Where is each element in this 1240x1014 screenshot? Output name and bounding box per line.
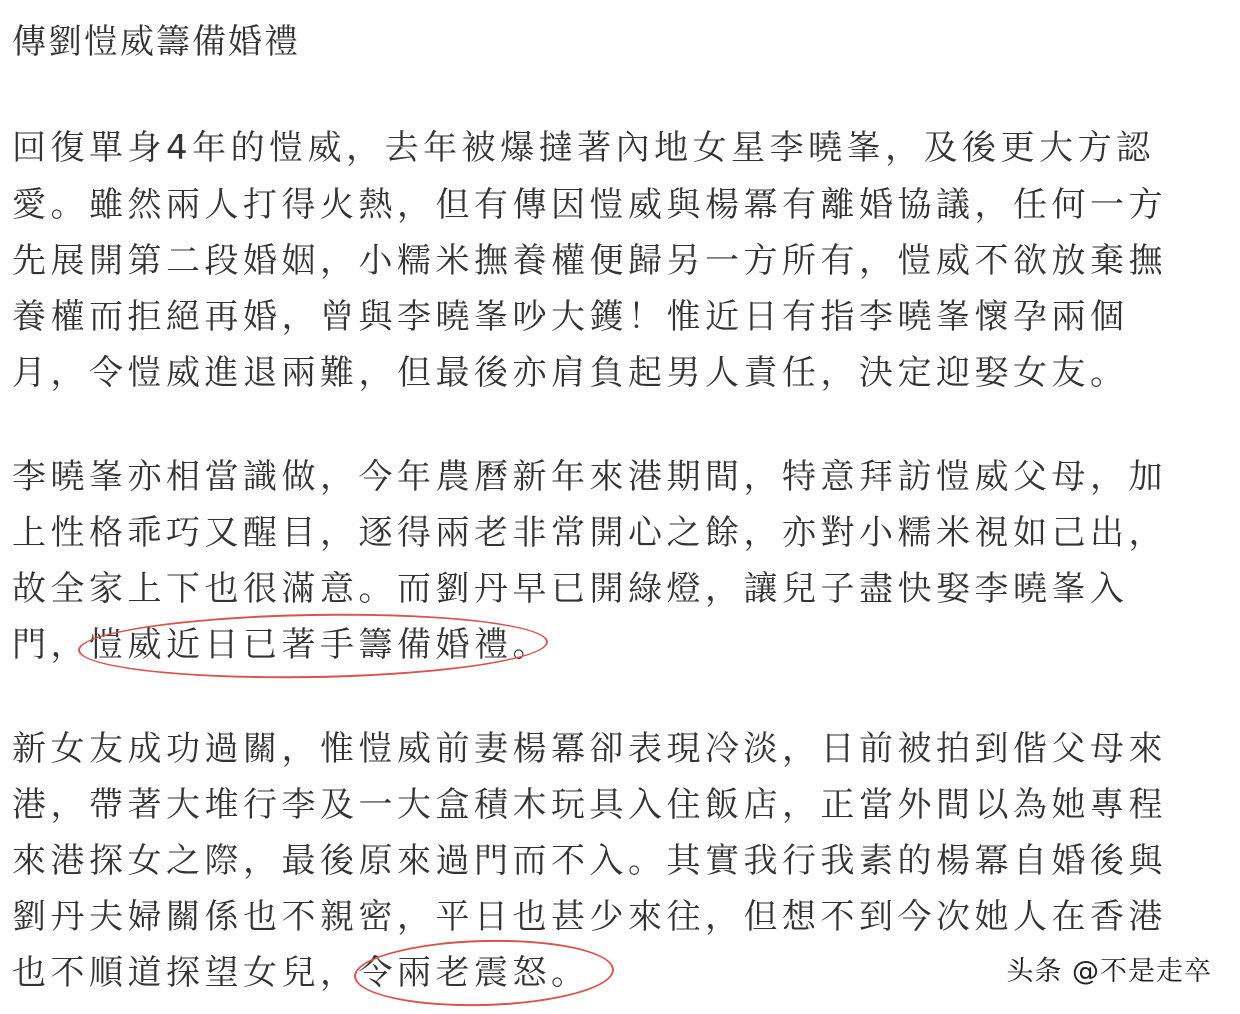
paragraph-2-line-1: 李曉峯亦相當識做，今年農曆新年來港期間，特意拜訪愷威父母，加 xyxy=(12,457,1167,497)
paragraph-2-line-4 xyxy=(12,625,551,665)
paragraph-3-line-4: 劉丹夫婦關係也不親密，平日也甚少來往，但想不到今次她人在香港 xyxy=(12,897,1167,937)
paragraph-2-line-3: 故全家上下也很滿意。而劉丹早已開綠燈，讓兒子盡快娶李曉峯入 xyxy=(12,569,1129,609)
watermark-label: 头条 @不是走卒 xyxy=(1006,956,1212,987)
paragraph-1-line-4: 養權而拒絕再婚，曾與李曉峯吵大鑊！惟近日有指李曉峯懷孕兩個 xyxy=(12,297,1129,337)
paragraph-2-line-4-suffix: 。 xyxy=(512,625,551,665)
paragraph-2-line-4-prefix: 門， xyxy=(12,625,89,665)
paragraph-3-line-2: 港，帶著大堆行李及一大盒積木玩具入住飯店，正當外間以為她專程 xyxy=(12,785,1167,825)
paragraph-3-line-1: 新女友成功過關，惟愷威前妻楊冪卻表現冷淡，日前被拍到偕父母來 xyxy=(12,729,1167,769)
paragraph-3-line-3: 來港探女之際，最後原來過門而不入。其實我行我素的楊冪自婚後與 xyxy=(12,841,1167,881)
highlighted-phrase-parents-furious: 令兩老震怒 xyxy=(358,953,551,993)
article-title: 傳劉愷威籌備婚禮 xyxy=(12,22,300,62)
paragraph-3-line-5 xyxy=(12,953,590,993)
paragraph-1-line-3: 先展開第二段婚姻，小糯米撫養權便歸另一方所有，愷威不欲放棄撫 xyxy=(12,241,1167,281)
paragraph-3-line-5-suffix: 。 xyxy=(551,953,590,993)
paragraph-1-line-2: 愛。雖然兩人打得火熱，但有傳因愷威與楊冪有離婚協議，任何一方 xyxy=(12,185,1167,225)
highlighted-phrase-wedding-prep: 愷威近日已著手籌備婚禮 xyxy=(89,625,513,665)
paragraph-1-line-1: 回復單身4年的愷威，去年被爆撻著內地女星李曉峯，及後更大方認 xyxy=(12,128,1155,168)
paragraph-2-line-2: 上性格乖巧又醒目，逐得兩老非常開心之餘，亦對小糯米視如己出， xyxy=(12,513,1167,553)
paragraph-3-line-5-prefix: 也不順道探望女兒， xyxy=(12,953,359,993)
paragraph-1-line-5: 月，令愷威進退兩難，但最後亦肩負起男人責任，決定迎娶女友。 xyxy=(12,353,1129,393)
